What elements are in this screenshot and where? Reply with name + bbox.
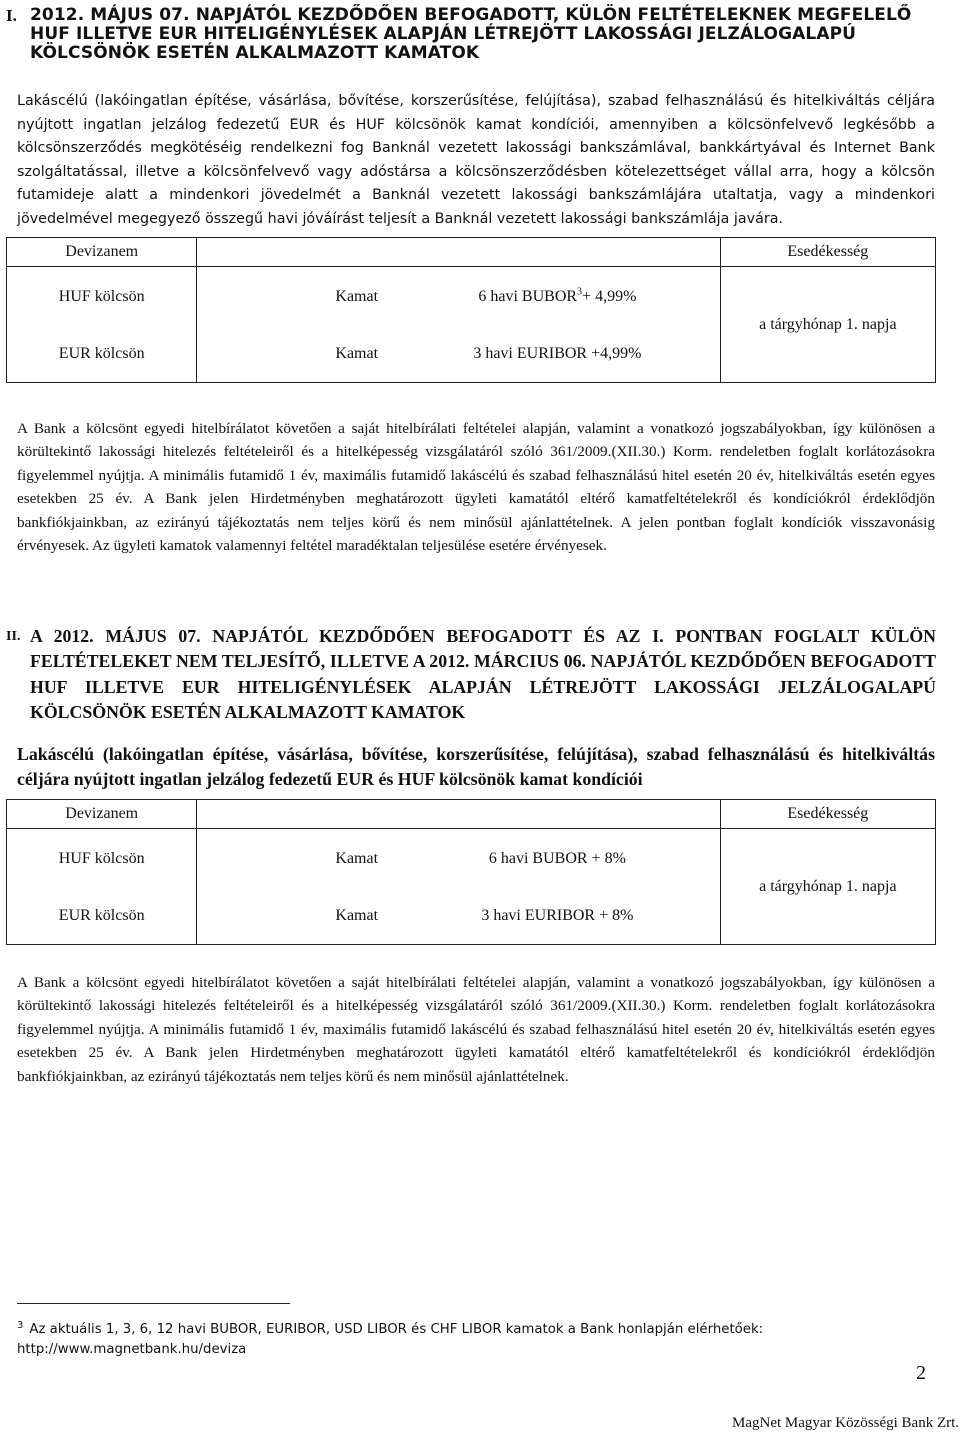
footnote-line	[17, 1320, 917, 1340]
huf-rate: 6 havi BUBOR + 8%	[488, 849, 626, 867]
rate-cell	[197, 267, 720, 383]
section-1-intro: Lakáscélú (lakóingatlan építése, vásárlása, bővítése, korszerűsítése, felújítása), szabad felhasználású és hitelkiváltás céljára nyújtott ingatlan jelzálog fedezetű EUR és HUF kölcsönök kamat kondíciói, amennyiben a kölcsönfelvevő legkésőbb a kölcsönszerződés megkötéséig rendelkezni fog Banknál vezetett lakossági bankszámlával, bankkártyával és Internet Bank szolgáltatással, illetve a kölcsönfelvevő vagy adóstársa a kölcsönszerződésben kötelezettséget vállal arra, hogy a kölcsön futamideje alatt a mindenkori jövedelmét a Banknál vezetett lakossági bankszámlájára utaltatja, vagy a mindenkori jövedelmével megegyező összegű havi jóváírást teljesít a Banknál vezetett lakossági bankszámlája javára.	[17, 93, 935, 227]
table-header-row	[7, 238, 936, 267]
footnote-text: Az aktuális 1, 3, 6, 12 havi BUBOR, EURIBOR, USD LIBOR és CHF LIBOR kamatok a Bank honlapján elérhetőek:	[29, 1322, 764, 1337]
huf-rate-line	[197, 268, 719, 325]
header-currency: Devizanem	[7, 800, 197, 829]
section-1-note: A Bank a kölcsönt egyedi hitelbírálatot követően a saját hitelbírálati feltételei alapján, valamint a vonatkozó jogszabályokban, így különösen a körültekintő lakossági hitelezés feltételeiről és a hitelképesség vizsgálatáról szóló 361/2009.(XII.30.) Korm. rendeletben foglalt korlátozásokra figyelemmel nyújtja. A minimális futamidő 1 év, maximális futamidő lakáscélú és szabad felhasználású hitel esetén 20 év, hitelkiváltás esetén egyes esetekben 25 év. A Bank jelen Hirdetményben meghatározott ügyleti kamatától eltérő kamatfeltételekről és kondíciókról érdeklődjön bankfiókjainkban, az ezirányú tájékoztatás nem teljes körű és nem minősül ajánlattételnek. A jelen pontban foglalt kondíciók visszavonásig érvényesek. Az ügyleti kamatok valamennyi feltétel maradéktalan teljesülése esetére érvényesek.	[17, 420, 935, 555]
section-1-title: 2012. MÁJUS 07. NAPJÁTÓL KEZDŐDŐEN BEFOGADOTT, KÜLÖN FELTÉTELEKNEK MEGFELELŐ HUF ILLETVE EUR HITELIGÉNYLÉSEK ALAPJÁN LÉTREJÖTT LAKOSSÁGI JELZÁLOGALAPÚ KÖLCSÖNÖK ESETÉN ALKALMAZOTT KAMATOK	[30, 5, 912, 63]
huf-rate-line	[197, 830, 719, 887]
footnote	[17, 1320, 917, 1360]
section-2-note: A Bank a kölcsönt egyedi hitelbírálatot követően a saját hitelbírálati feltételei alapján, valamint a vonatkozó jogszabályokban, így különösen a körültekintő lakossági hitelezés feltételeiről és a hitelképesség vizsgálatáról szóló 361/2009.(XII.30.) Korm. rendeletben foglalt korlátozásokra figyelemmel nyújtja. A minimális futamidő 1 év, maximális futamidő lakáscélú és szabad felhasználású hitel esetén 20 év, hitelkiváltás esetén egyes esetekben 25 év. A Bank jelen Hirdetményben meghatározott ügyleti kamatától eltérő kamatfeltételekről és kondíciókról érdeklődjön bankfiókjainkban, az ezirányú tájékoztatás nem teljes körű és nem minősül ajánlattételnek.	[17, 974, 935, 1085]
footnote-mark: 3	[17, 1320, 24, 1331]
section-2-rate-table	[6, 799, 936, 945]
footnote-divider	[17, 1303, 290, 1304]
section-2-intro: Lakáscélú (lakóingatlan építése, vásárlása, bővítése, korszerűsítése, felújítása), szabad felhasználású és hitelkiváltás céljára nyújtott ingatlan jelzálog fedezetű EUR és HUF kölcsönök kamat kondíciói	[17, 744, 935, 789]
footnote-ref: 3	[577, 286, 583, 298]
eur-loan-label: EUR kölcsön	[58, 344, 145, 362]
table-row	[7, 267, 936, 383]
section-1-rate-table	[6, 237, 936, 383]
kamat-label: Kamat	[335, 344, 379, 362]
kamat-label: Kamat	[335, 906, 379, 924]
huf-loan-label: HUF kölcsön	[58, 849, 145, 867]
eur-rate-line	[197, 325, 719, 382]
section-2-title: A 2012. MÁJUS 07. NAPJÁTÓL KEZDŐDŐEN BEFOGADOTT ÉS AZ I. PONTBAN FOGLALT KÜLÖN FELTÉTELEKET NEM TELJESÍTŐ, ILLETVE A 2012. MÁRCIUS 06. NAPJÁTÓL KEZDŐDŐEN BEFOGADOTT HUF ILLETVE EUR HITELIGÉNYLÉSEK ALAPJÁN LÉTREJÖTT LAKOSSÁGI JELZÁLOGALAPÚ KÖLCSÖNÖK ESETÉN ALKALMAZOTT KAMATOK	[30, 626, 936, 722]
section-1-number: I.	[6, 6, 17, 25]
page-number: 2	[916, 1362, 926, 1384]
eur-rate: 3 havi EURIBOR +4,99%	[473, 344, 642, 362]
eur-loan-label: EUR kölcsön	[58, 906, 145, 924]
footnote-url[interactable]: http://www.magnetbank.hu/deviza	[17, 1342, 247, 1357]
due-cell: a tárgyhónap 1. napja	[720, 829, 935, 945]
header-currency: Devizanem	[7, 238, 197, 267]
kamat-label: Kamat	[335, 287, 379, 305]
header-due: Esedékesség	[720, 238, 935, 267]
header-due: Esedékesség	[720, 800, 935, 829]
currency-cell	[7, 829, 197, 945]
rate-cell	[197, 829, 720, 945]
header-empty	[197, 800, 720, 829]
huf-loan-label: HUF kölcsön	[58, 287, 145, 305]
huf-rate-margin: + 4,99%	[582, 287, 637, 305]
currency-cell	[7, 267, 197, 383]
section-2-heading	[6, 624, 936, 725]
company-name: MagNet Magyar Közösségi Bank Zrt.	[732, 1415, 960, 1431]
eur-rate: 3 havi EURIBOR + 8%	[481, 906, 634, 924]
due-cell: a tárgyhónap 1. napja	[720, 267, 935, 383]
eur-rate-line	[197, 887, 719, 944]
table-header-row	[7, 800, 936, 829]
huf-rate-base: 6 havi BUBOR	[478, 287, 578, 305]
table-row	[7, 829, 936, 945]
section-2-number: II.	[6, 629, 21, 644]
kamat-label: Kamat	[335, 849, 379, 867]
header-empty	[197, 238, 720, 267]
section-1-heading	[6, 6, 936, 63]
huf-rate	[447, 268, 667, 325]
